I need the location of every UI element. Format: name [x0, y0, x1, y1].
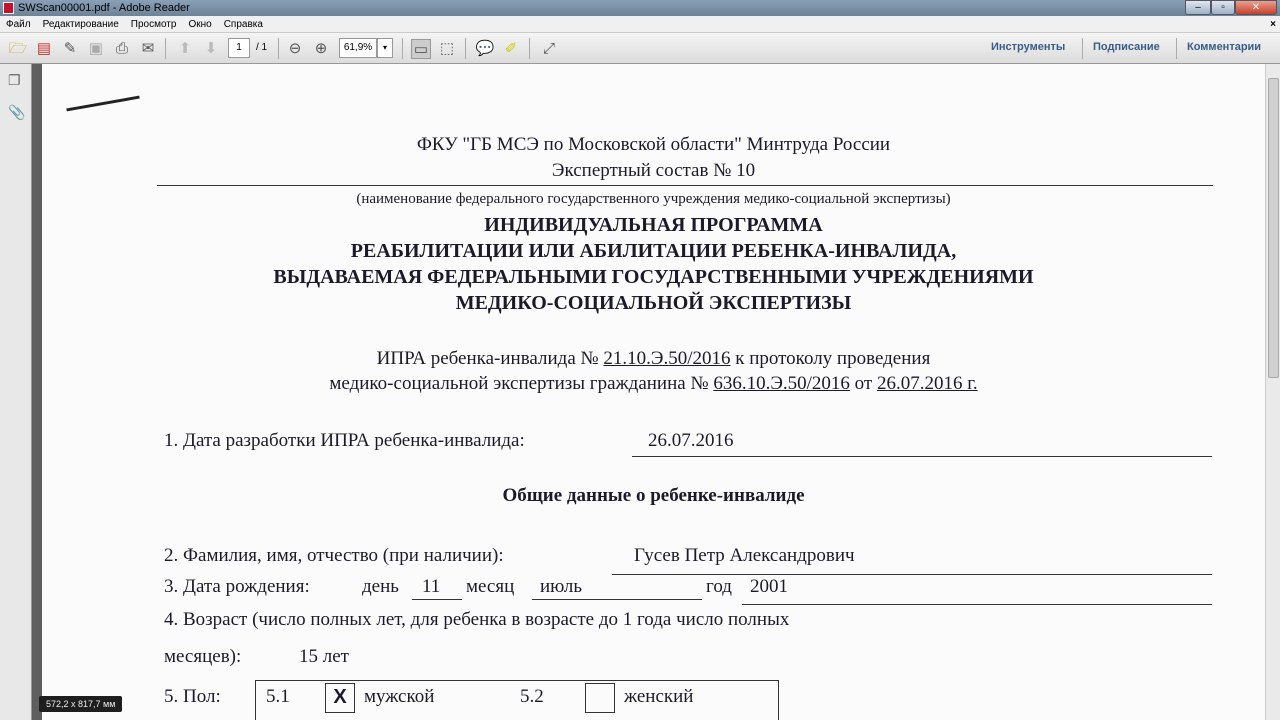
female-checkbox [585, 683, 615, 713]
field-4-value: 15 лет [299, 646, 349, 667]
protocol-line [42, 373, 1265, 395]
fit-width-icon[interactable]: ⬚ [439, 40, 455, 57]
text: ИПРА ребенка-инвалида № [376, 348, 604, 369]
next-page-icon[interactable]: ⬇ [204, 40, 218, 57]
field-5-label: 5. Пол: [164, 686, 221, 707]
zoom-out-icon[interactable]: ⊖ [288, 40, 302, 57]
sign-button[interactable]: Подписание [1093, 41, 1160, 53]
create-pdf-icon[interactable]: ▤ [36, 40, 52, 57]
org-name: ФКУ "ГБ МСЭ по Московской области" Минтруда России [416, 134, 891, 155]
print-icon[interactable]: ⎙ [115, 40, 128, 57]
menu-bar [0, 16, 1280, 33]
menu-file[interactable]: Файл [6, 19, 31, 30]
window-title: SWScan00001.pdf - Adobe Reader [18, 2, 190, 14]
prev-page-icon[interactable]: ⬆ [178, 40, 192, 57]
doc-title-2: РЕАБИЛИТАЦИИ ИЛИ АБИЛИТАЦИИ РЕБЕНКА-ИНВАЛИДА, [350, 240, 957, 262]
scrollbar-thumb[interactable] [1268, 78, 1279, 378]
toolbar [0, 33, 1280, 64]
navigation-panel [0, 64, 32, 720]
field-1-label: 1. Дата разработки ИПРА ребенка-инвалида: [164, 430, 525, 451]
pages-icon[interactable]: ❐ [8, 72, 21, 88]
month-label: месяц [466, 576, 515, 597]
close-document-icon[interactable]: × [1270, 19, 1276, 30]
option-5-2: 5.2 [520, 686, 544, 707]
zoom-input[interactable]: 61,9% [339, 38, 377, 58]
pdf-page [42, 64, 1265, 720]
email-icon[interactable]: ✉ [141, 40, 155, 57]
doc-title-1: ИНДИВИДУАЛЬНАЯ ПРОГРАММА [484, 214, 823, 236]
male-checkbox: X [325, 683, 355, 713]
highlight-icon[interactable]: ✐ [504, 40, 518, 57]
day-label: день [362, 576, 399, 597]
field-1-value: 26.07.2016 [648, 430, 734, 451]
zoom-dropdown-icon[interactable]: ▾ [377, 38, 393, 58]
doc-title-3: ВЫДАВАЕМАЯ ФЕДЕРАЛЬНЫМИ ГОСУДАРСТВЕННЫМИ УЧРЕЖДЕНИЯМИ [273, 266, 1034, 288]
text: к протоколу проведения [730, 348, 931, 369]
fullscreen-icon[interactable]: ⤢ [542, 40, 555, 57]
menu-window[interactable]: Окно [188, 19, 212, 30]
ipra-line [42, 348, 1265, 370]
title-bar [0, 0, 1280, 16]
option-5-1: 5.1 [266, 686, 290, 707]
text: медико-социальной экспертизы гражданина № [329, 373, 714, 394]
birth-day: 11 [422, 576, 441, 597]
vertical-scrollbar[interactable] [1265, 64, 1280, 720]
field-3-label: 3. Дата рождения: [164, 576, 310, 597]
menu-edit[interactable]: Редактирование [42, 19, 119, 30]
page-total: / 1 [256, 42, 268, 53]
close-button[interactable]: ✕ [1235, 0, 1277, 15]
doc-title-4: МЕДИКО-СОЦИАЛЬНОЙ ЭКСПЕРТИЗЫ [455, 292, 852, 314]
menu-help[interactable]: Справка [223, 19, 263, 30]
male-label: мужской [364, 686, 435, 707]
zoom-in-icon[interactable]: ⊕ [314, 40, 328, 57]
year-label: год [706, 576, 732, 597]
restore-button[interactable]: ▫ [1211, 0, 1235, 15]
open-icon[interactable]: 🗁 [8, 40, 28, 57]
field-2-label: 2. Фамилия, имя, отчество (при наличии): [164, 545, 504, 566]
attachments-icon[interactable]: 📎 [8, 104, 26, 120]
pdf-app-icon [3, 2, 14, 14]
edit-icon[interactable]: ✎ [63, 40, 77, 57]
composition: Экспертный состав № 10 [551, 160, 756, 181]
field-4-label: 4. Возраст (число полных лет, для ребенка в возрасте до 1 года число полных [164, 609, 790, 630]
fit-page-icon[interactable]: ▭ [411, 39, 431, 59]
field-4-label-2: месяцев): [164, 646, 242, 667]
save-icon[interactable]: ▣ [88, 40, 104, 57]
tools-button[interactable]: Инструменты [991, 41, 1066, 53]
ipra-number: 21.10.Э.50/2016 [603, 348, 731, 369]
birth-month: июль [540, 576, 583, 597]
page-size-tooltip: 572,2 x 817,7 мм [39, 696, 122, 712]
minimize-button[interactable]: – [1185, 0, 1211, 15]
section-heading: Общие данные о ребенке-инвалиде [502, 485, 805, 506]
comment-icon[interactable]: 💬 [475, 40, 495, 57]
field-2-value: Гусев Петр Александрович [634, 545, 855, 566]
protocol-date: 26.07.2016 г. [876, 373, 978, 394]
protocol-number: 636.10.Э.50/2016 [713, 373, 850, 394]
female-label: женский [624, 686, 694, 707]
comments-button[interactable]: Комментарии [1187, 41, 1262, 53]
menu-view[interactable]: Просмотр [130, 19, 177, 30]
text: от [849, 373, 877, 394]
page-number-input[interactable]: 1 [228, 38, 250, 58]
org-caption: (наименование федерального государственного учреждения медико-социальной экспертизы) [356, 191, 951, 207]
birth-year: 2001 [750, 576, 788, 597]
